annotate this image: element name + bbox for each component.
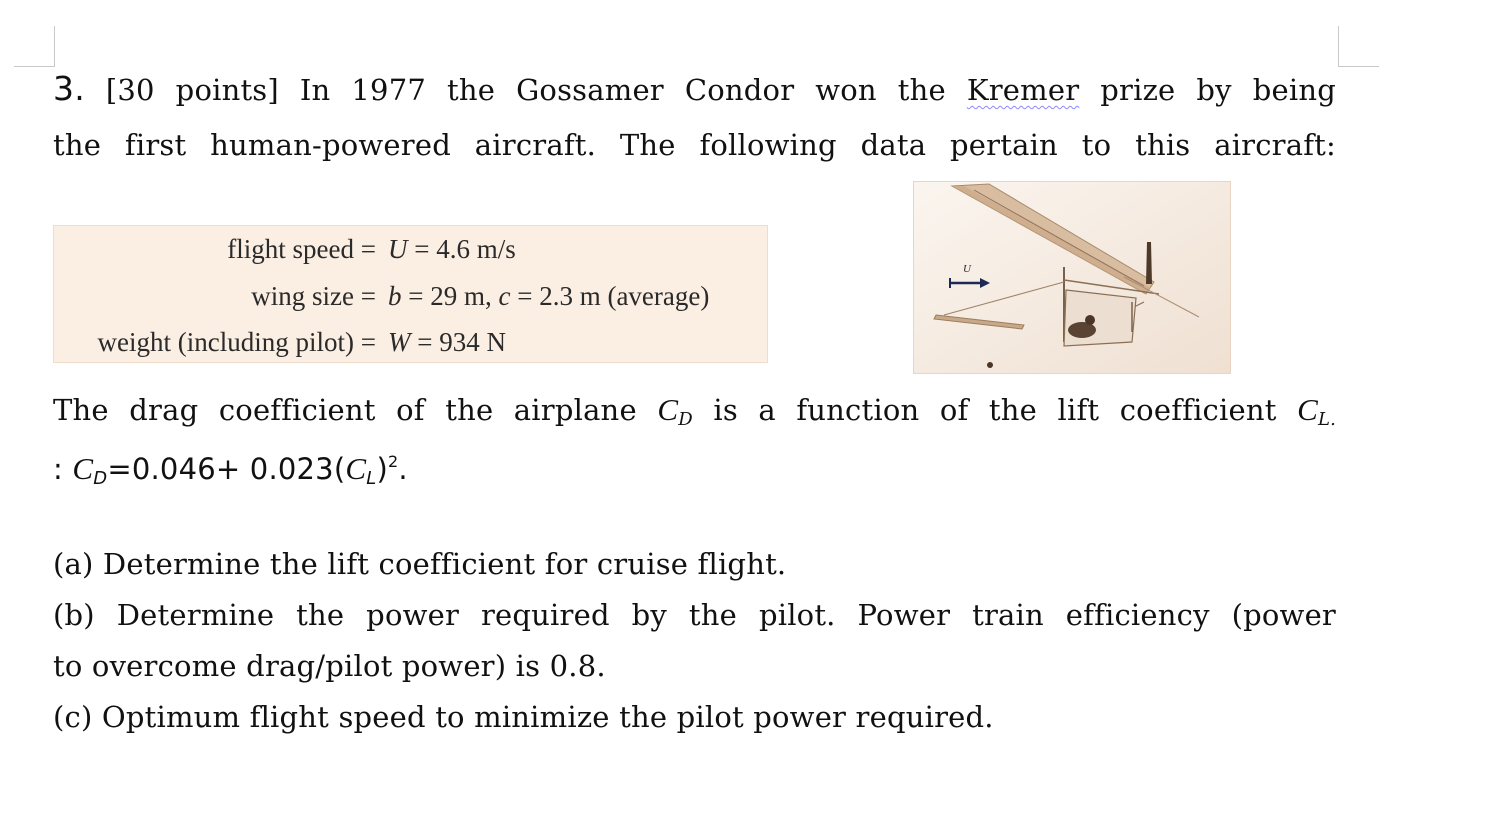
question-intro: [30 points] In 1977 the Gossamer Condor won the <box>105 73 946 107</box>
cl-subscript: L. <box>1317 409 1337 430</box>
speed-value <box>388 234 516 265</box>
drag-text-1: The drag coefficient of the airplane <box>53 393 637 427</box>
question-intro-end: prize by being <box>1100 73 1336 107</box>
weight-value <box>388 327 506 358</box>
part-c: (c) Optimum flight speed to minimize the pilot power required. <box>53 700 994 734</box>
weight-symbol: W <box>388 327 411 357</box>
drag-formula <box>53 433 1336 507</box>
part-b-line-1: (b) Determine the power required by the pilot. Power train efficiency (power <box>53 598 1336 632</box>
page-corner-mark-right <box>1338 26 1379 67</box>
formula-cl-symbol: C <box>345 451 367 486</box>
weight-label: weight (including pilot) <box>97 327 355 357</box>
wing-span-value: = 29 m, <box>408 281 492 311</box>
part-a: (a) Determine the lift coefficient for cruise flight. <box>53 547 787 581</box>
weight-equals: = <box>360 327 376 357</box>
aircraft-illustration <box>914 182 1230 373</box>
wing-equals: = <box>360 281 376 311</box>
cl-symbol: C <box>1297 392 1318 427</box>
wing-label: wing size <box>251 281 355 311</box>
part-b-line-2: to overcome drag/pilot power) is 0.8. <box>53 649 606 683</box>
formula-period: . <box>398 452 408 486</box>
formula-constants: =0.046+ 0.023( <box>107 452 346 486</box>
question-number: 3. <box>53 69 85 108</box>
wing-row <box>54 281 376 312</box>
wing-c-symbol: c <box>498 281 511 311</box>
page-corner-mark-left <box>14 26 55 67</box>
formula-cd-symbol: C <box>72 451 94 486</box>
formula-close-paren: ) <box>376 452 388 486</box>
wing-b-symbol: b <box>388 281 402 311</box>
formula-cl-subscript: L <box>366 468 377 489</box>
weight-number: = 934 N <box>417 327 506 357</box>
cd-subscript: D <box>678 409 693 430</box>
formula-colon: : <box>53 452 63 486</box>
spellcheck-word-kremer[interactable]: Kremer <box>966 73 1080 107</box>
velocity-label: U <box>963 263 971 275</box>
question-line-1 <box>53 60 1336 119</box>
wing-value <box>388 281 709 312</box>
speed-label: flight speed <box>227 234 355 264</box>
speed-symbol: U <box>388 234 408 264</box>
formula-exponent: 2 <box>387 452 399 471</box>
aircraft-data-table <box>53 225 768 363</box>
speed-equals: = <box>360 234 376 264</box>
gossamer-condor-photo <box>913 181 1231 374</box>
cd-symbol: C <box>657 392 679 427</box>
speed-row <box>54 234 376 265</box>
question-line-2: the first human-powered aircraft. The following data pertain to this aircraft: <box>53 128 1336 162</box>
speed-number: = 4.6 m/s <box>414 234 516 264</box>
wing-chord-value: = 2.3 m (average) <box>517 281 710 311</box>
formula-cd-subscript: D <box>93 468 108 489</box>
drag-text-2: is a function of the lift coefficient <box>713 393 1277 427</box>
weight-row <box>54 327 376 358</box>
